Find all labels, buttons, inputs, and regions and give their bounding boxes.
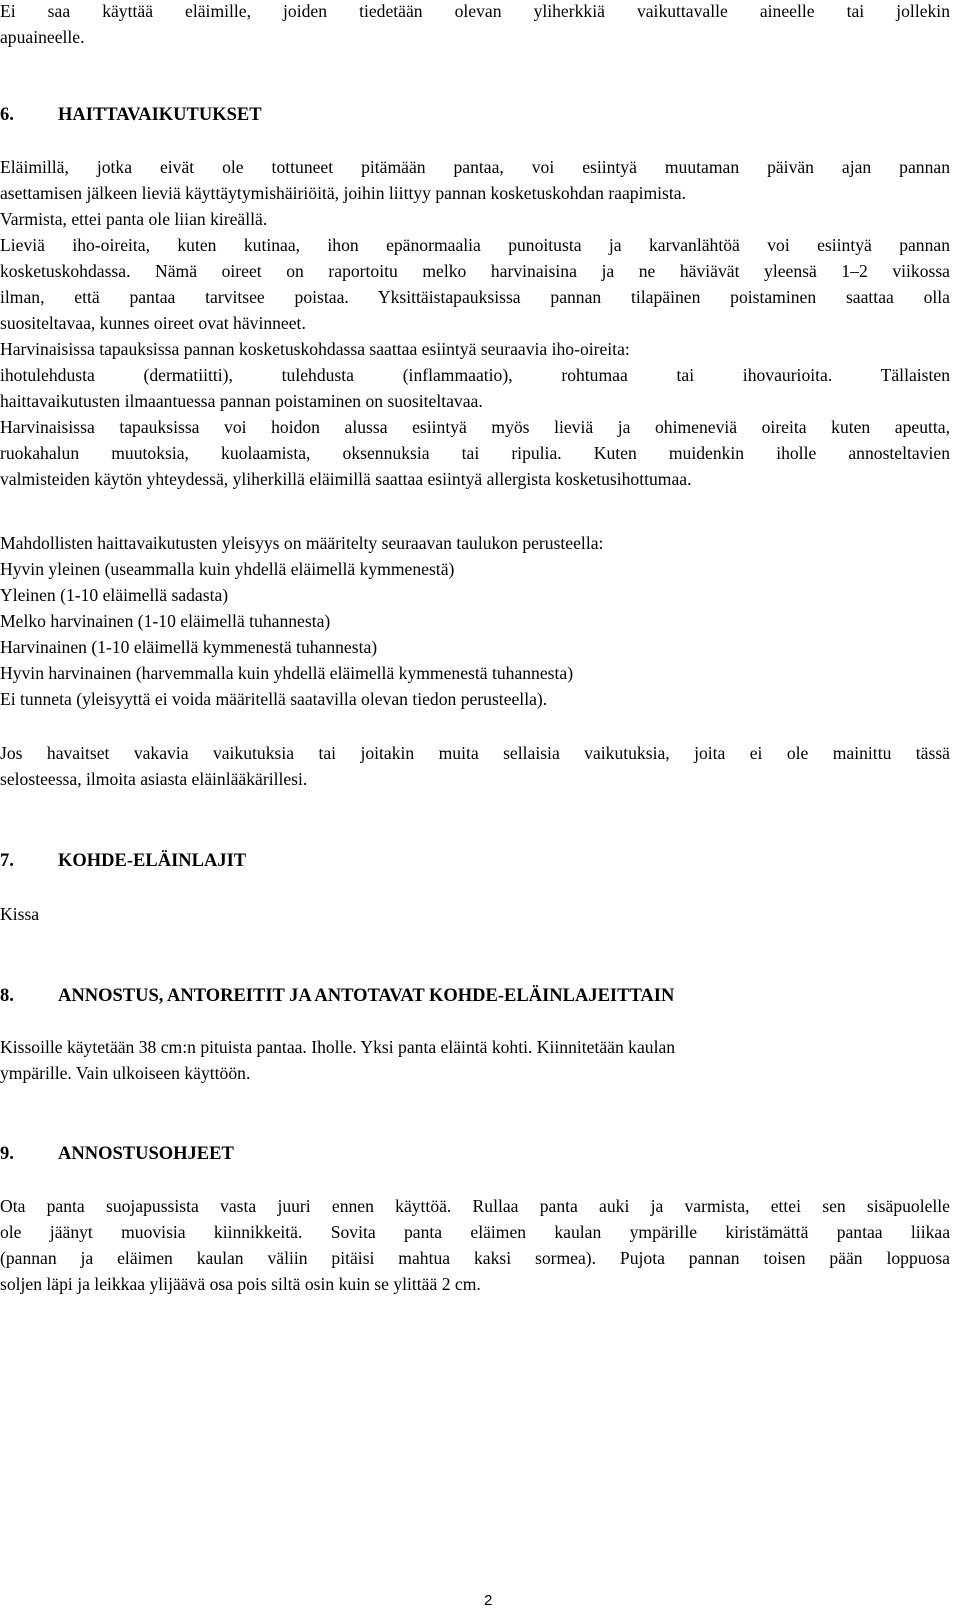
frequency-list (0, 530, 950, 712)
text-line: asettamisen jälkeen lieviä käyttäytymishäiriöitä, joihin liittyy pannan kosketuskohdan raapimista. (0, 183, 686, 203)
text-line: Kissa (0, 904, 40, 924)
text-line: haittavaikutusten ilmaantuessa pannan poistaminen on suositeltavaa. (0, 391, 483, 411)
text-line: (pannan ja eläimen kaulan väliin pitäisi mahtua kaksi sormea). Pujota pannan toisen pään loppuosa (0, 1248, 950, 1268)
list-item: Melko harvinainen (1-10 eläimellä tuhannesta) (0, 611, 331, 631)
page-number: 2 (484, 1592, 493, 1609)
text-line: Harvinaisissa tapauksissa pannan kosketuskohdassa saattaa esiintyä seuraavia iho-oireita: (0, 339, 630, 359)
text-line: Ei saa käyttää eläimille, joiden tiedetään olevan yliherkkiä vaikuttavalle aineelle tai jollekin (0, 1, 950, 21)
dosage-paragraph (0, 1034, 950, 1086)
text-line: soljen läpi ja leikkaa ylijäävä osa pois siltä osin kuin se ylittää 2 cm. (0, 1274, 481, 1294)
text-line: Jos havaitset vakavia vaikutuksia tai joitakin muita sellaisia vaikutuksia, joita ei ole mainittu tässä (0, 743, 950, 763)
text-line: Ota panta suojapussista vasta juuri ennen käyttöä. Rullaa panta auki ja varmista, ettei sen sisäpuolelle (0, 1196, 950, 1216)
list-item: Hyvin yleinen (useammalla kuin yhdellä eläimellä kymmenestä) (0, 559, 455, 579)
section-number: 8. (0, 986, 14, 1006)
text-line: kosketuskohdassa. Nämä oireet on raportoitu melko harvinaisina ja ne häviävät yleensä 1–2 viikossa (0, 261, 950, 281)
list-item: Yleinen (1-10 eläimellä sadasta) (0, 585, 229, 605)
target-species (0, 901, 950, 927)
section-6-heading (0, 102, 262, 128)
list-intro: Mahdollisten haittavaikutusten yleisyys on määritelty seuraavan taulukon perusteella: (0, 533, 604, 553)
text-line: valmisteiden käytön yhteydessä, yliherkillä eläimillä saattaa esiintyä allergista kosketusihottumaa. (0, 469, 692, 489)
adverse-effects-paragraph (0, 154, 950, 492)
intro-paragraph (0, 0, 950, 50)
text-line: selosteessa, ilmoita asiasta eläinlääkärillesi. (0, 769, 308, 789)
section-7-heading (0, 848, 246, 874)
text-line: Lieviä iho-oireita, kuten kutinaa, ihon epänormaalia punoitusta ja karvanlähtöä voi esiintyä pannan (0, 235, 950, 255)
section-9-heading (0, 1141, 234, 1167)
text-line: ruokahalun muutoksia, kuolaamista, oksennuksia tai ripulia. Kuten muidenkin iholle annosteltavien (0, 443, 950, 463)
text-line: Kissoille käytetään 38 cm:n pituista pantaa. Iholle. Yksi panta eläintä kohti. Kiinnitetään kaulan (0, 1037, 676, 1057)
text-line: ympärille. Vain ulkoiseen käyttöön. (0, 1063, 251, 1083)
list-item: Hyvin harvinainen (harvemmalla kuin yhdellä eläimellä kymmenestä tuhannesta) (0, 663, 574, 683)
text-line: ole jäänyt muovisia kiinnikkeitä. Sovita panta eläimen kaulan ympärille kiristämättä pantaa liikaa (0, 1222, 950, 1242)
list-item: Harvinainen (1-10 eläimellä kymmenestä tuhannesta) (0, 637, 378, 657)
section-number: 9. (0, 1144, 14, 1164)
section-title: ANNOSTUS, ANTOREITIT JA ANTOTAVAT KOHDE-ELÄINLAJEITTAIN (58, 986, 675, 1006)
text-line: ihotulehdusta (dermatiitti), tulehdusta (inflammaatio), rohtumaa tai ihovaurioita. Tällaisten (0, 365, 950, 385)
text-line: apuaineelle. (0, 27, 85, 47)
text-line: ilman, että pantaa tarvitsee poistaa. Yksittäistapauksissa pannan tilapäinen poistaminen saattaa olla (0, 287, 950, 307)
section-number: 7. (0, 851, 14, 871)
instructions-paragraph (0, 1193, 950, 1297)
text-line: suositeltavaa, kunnes oireet ovat hävinneet. (0, 313, 306, 333)
section-title: KOHDE-ELÄINLAJIT (58, 851, 247, 871)
text-line: Varmista, ettei panta ole liian kireällä. (0, 209, 268, 229)
reporting-paragraph (0, 740, 950, 792)
text-line: Eläimillä, jotka eivät ole tottuneet pitämään pantaa, voi esiintyä muutaman päivän ajan pannan (0, 157, 950, 177)
list-item: Ei tunneta (yleisyyttä ei voida määritellä saatavilla olevan tiedon perusteella). (0, 689, 548, 709)
section-title: ANNOSTUSOHJEET (58, 1144, 234, 1164)
section-number: 6. (0, 105, 14, 125)
text-line: Harvinaisissa tapauksissa voi hoidon alussa esiintyä myös lieviä ja ohimeneviä oireita kuten apeutta, (0, 417, 950, 437)
section-8-heading (0, 983, 674, 1009)
section-title: HAITTAVAIKUTUKSET (58, 105, 262, 125)
